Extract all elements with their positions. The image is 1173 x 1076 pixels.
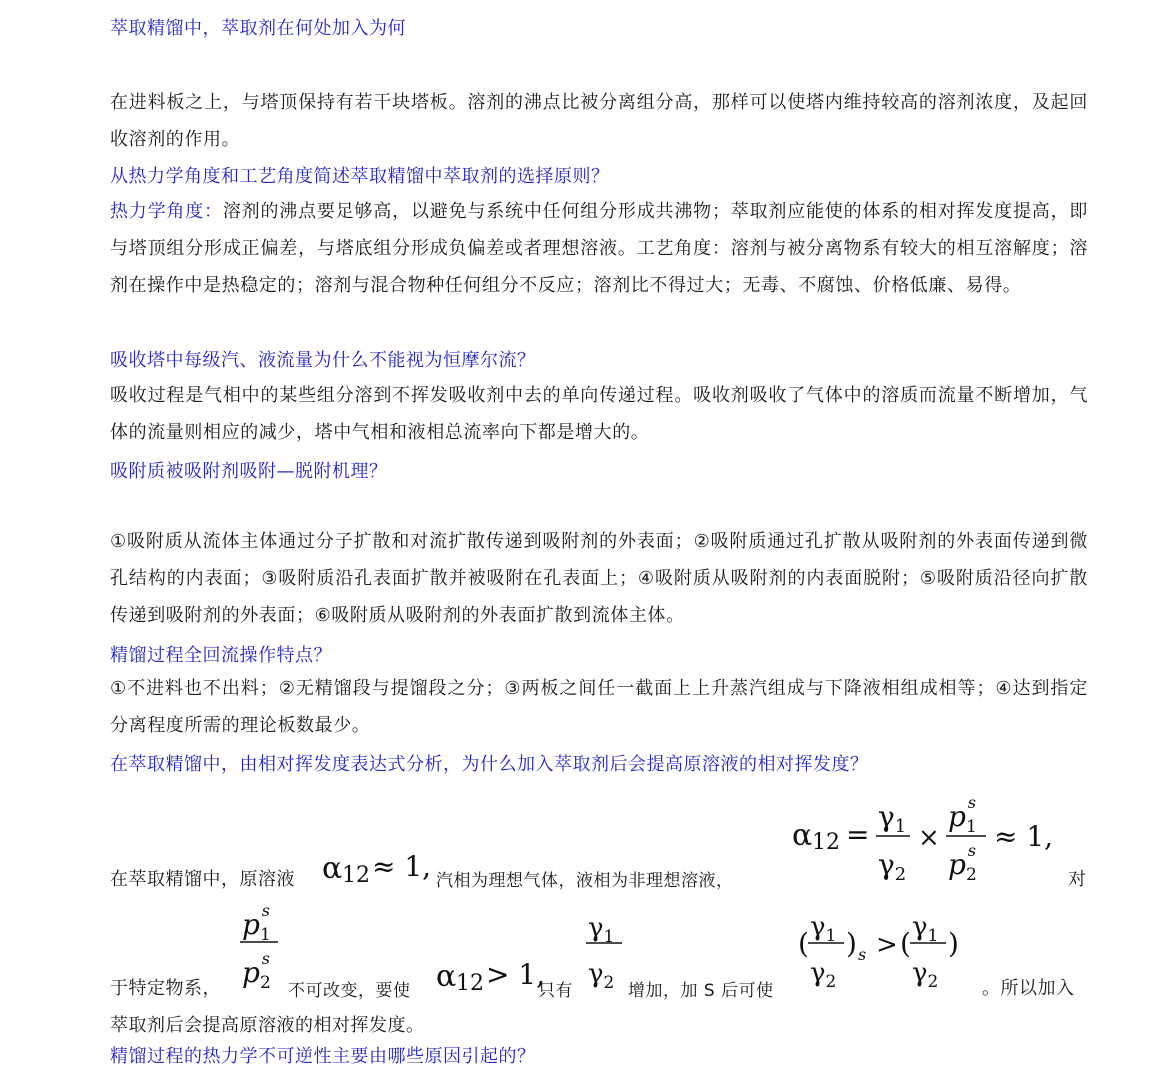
question-heading: 萃取精馏中，萃取剂在何处加入为何 — [110, 18, 406, 39]
answer-paragraph: ①吸附质从流体主体通过分子扩散和对流扩散传递到吸附剂的外表面；②吸附质通过孔扩散从吸附剂的外表面传递到微孔结构的内表面；③吸附质沿孔表面扩散并被吸附在孔表面上；④吸附质从吸附剂的内表面脱附；⑤吸附质沿径向扩散传递到吸附剂的外表面；⑥吸附质从吸附剂的外表面扩散到流体主体。 — [110, 531, 1088, 626]
p1s: $p_1s$ — [948, 793, 977, 837]
approx-one: ≈ 1, — [994, 820, 1054, 853]
alpha-symbol: α — [322, 851, 343, 886]
formula-alpha-approx — [320, 840, 440, 890]
answer-paragraph: ①不进料也不出料；②无精馏段与提馏段之分；③两板之间任一截面上上升蒸汽组成与下降液相组成相等；④达到指定分离程度所需的理论板数最少。 — [110, 678, 1088, 736]
formula-p-ratio — [238, 900, 288, 995]
formula-line-2-text-a: 于特定物系， — [110, 978, 221, 999]
answer-paragraph: 吸收过程是气相中的某些组分溶到不挥发吸收剂中去的单向传递过程。吸收剂吸收了气体中的溶质而流量不断增加，气体的流量则相应的减少，塔中气相和液相总流率向下都是增大的。 — [110, 385, 1088, 443]
question-heading: 在萃取精馏中，由相对挥发度表达式分析，为什么加入萃取剂后会提高原溶液的相对挥发度？ — [110, 754, 869, 775]
answer-conclusion: 萃取剂后会提高原溶液的相对挥发度。 — [110, 1015, 425, 1036]
equals-sign: = — [846, 818, 870, 851]
formula-alpha-gt — [434, 950, 554, 1000]
paren-open: ( — [900, 927, 911, 960]
gt-one: > 1, — [486, 958, 546, 991]
paren-close: ) — [948, 927, 959, 960]
formula-line-1-text-b: 汽相为理想气体，液相为非理想溶液， — [436, 871, 734, 891]
p1s: $p_1s$ — [242, 901, 271, 945]
answer-paragraph — [110, 193, 1088, 304]
answer-paragraph: 在进料板之上，与塔顶保持有若干块塔板。溶剂的沸点比被分离组分高，那样可以使塔内维持较高的溶剂浓度，及起回收溶剂的作用。 — [110, 92, 1088, 150]
formula-line-2-text-b: 不可改变，要使 — [288, 981, 411, 1001]
formula-line-1-text-a: 在萃取精馏中，原溶液 — [110, 869, 295, 890]
p2s: $p_2s$ — [948, 841, 977, 885]
alpha-subscript: 12 — [342, 863, 370, 888]
alpha-symbol: α — [436, 959, 457, 994]
question-heading: 吸收塔中每级汽、液流量为什么不能视为恒摩尔流？ — [110, 350, 536, 371]
formula-line-2-text-e: 。所以加入 — [982, 978, 1075, 999]
gamma1: $\gamma_1$ — [588, 913, 615, 947]
formula-line-2-text-d: 增加，加 S 后可使 — [628, 981, 774, 1001]
gt-sign: > — [876, 930, 898, 960]
gamma1: $\gamma_1$ — [912, 912, 939, 946]
answer-lead: 热力学角度： — [110, 201, 223, 222]
alpha-symbol: α — [792, 818, 813, 853]
gamma2: $\gamma_2$ — [878, 848, 907, 885]
times-sign: × — [918, 823, 940, 853]
approx-one: ≈ 1, — [372, 850, 432, 883]
p2s: $p_2s$ — [242, 949, 271, 993]
question-heading: 从热力学角度和工艺角度简述萃取精馏中萃取剂的选择原则？ — [110, 166, 610, 187]
alpha-subscript: 12 — [812, 830, 840, 855]
formula-line-2-text-c: 只有 — [538, 981, 573, 1001]
alpha-subscript: 12 — [456, 971, 484, 996]
paren-close: ) — [846, 927, 857, 960]
gamma1: $\gamma_1$ — [810, 912, 837, 946]
question-heading: 精馏过程全回流操作特点？ — [110, 645, 332, 666]
question-heading: 精馏过程的热力学不可逆性主要由哪些原因引起的？ — [110, 1046, 536, 1067]
formula-gamma-inequality — [796, 905, 976, 995]
gamma2: $\gamma_2$ — [810, 958, 837, 992]
subscript-s: s — [858, 945, 867, 964]
formula-line-1-text-c: 对 — [1068, 869, 1087, 890]
formula-gamma-ratio — [584, 910, 630, 994]
gamma2: $\gamma_2$ — [912, 958, 939, 992]
gamma1: $\gamma_1$ — [878, 800, 907, 837]
answer-body: 溶剂的沸点要足够高，以避免与系统中任何组分形成共沸物；萃取剂应能使的体系的相对挥发度提高，即与塔顶组分形成正偏差，与塔底组分形成负偏差或者理想溶液。工艺角度：溶剂与被分离物系有较大的相互溶解度；溶剂在操作中是热稳定的；溶剂与混合物种任何组分不反应；溶剂比不得过大；无毒、不腐蚀、价格低廉、易得。 — [110, 201, 1088, 296]
question-heading: 吸附质被吸附剂吸附—脱附机理？ — [110, 461, 388, 482]
gamma2: $\gamma_2$ — [588, 959, 615, 993]
paren-open: ( — [798, 927, 809, 960]
formula-alpha-definition — [790, 790, 1054, 885]
